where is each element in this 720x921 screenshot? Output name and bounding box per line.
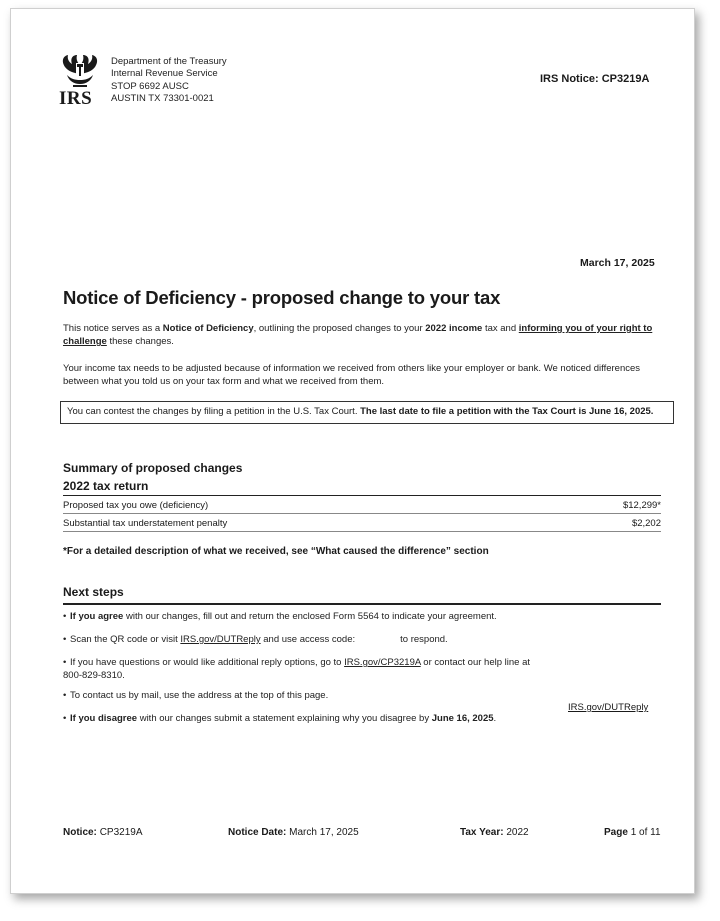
notice-date: March 17, 2025 [580, 257, 655, 269]
footer-value: March 17, 2025 [289, 827, 359, 838]
list-item: • To contact us by mail, use the address at the top of this page. [63, 690, 329, 701]
right-to-challenge-link[interactable]: informing you of your right to challenge [63, 323, 653, 347]
footer-value: 1 of 11 [630, 827, 661, 838]
notice-page [10, 8, 695, 894]
footer-label: Tax Year: [460, 827, 504, 838]
summary-subtitle: 2022 tax return [63, 479, 149, 493]
row-label: Proposed tax you owe (deficiency) [63, 500, 209, 511]
contest-box [60, 401, 674, 424]
dut-reply-link[interactable]: IRS.gov/DUTReply [180, 634, 261, 645]
bullet-text: with our changes submit a statement explaining why you disagree by [137, 713, 432, 724]
address-line: AUSTIN TX 73301-0021 [111, 92, 214, 104]
footer-label: Notice Date: [228, 827, 287, 838]
intro-text: This notice serves as a [63, 323, 163, 334]
summary-note: *For a detailed description of what we received, see “What caused the difference” section [63, 546, 489, 557]
footer-date [228, 827, 359, 838]
footer-label: Notice: [63, 827, 97, 838]
explanation-paragraph: Your income tax needs to be adjusted because of information we received from others like your employer or bank. We noticed differences between what you told us on your tax form and what we received from them. [63, 363, 641, 387]
row-label: Substantial tax understatement penalty [63, 518, 228, 529]
logo-text: IRS [59, 88, 93, 109]
intro-bold: Notice of Deficiency [162, 323, 254, 334]
bullet-text: To contact us by mail, use the address at the top of this page. [70, 690, 329, 701]
footer-tax-year [460, 827, 529, 838]
page-title: Notice of Deficiency - proposed change to your tax [63, 287, 501, 308]
divider [63, 513, 661, 514]
irs-logo [59, 53, 101, 109]
summary-row [63, 518, 661, 529]
list-item: • If you agree with our changes, fill out and return the enclosed Form 5564 to indicate your agreement. [63, 611, 497, 622]
intro-text: tax and [482, 323, 519, 334]
list-item: • If you disagree with our changes submit a statement explaining why you disagree by June 16, 2025. [63, 713, 497, 724]
summary-row [63, 500, 661, 511]
intro-bold: 2022 income [425, 323, 483, 334]
summary-title: Summary of proposed changes [63, 461, 243, 475]
cp3219a-link[interactable]: IRS.gov/CP3219A [344, 657, 421, 668]
list-item: • Scan the QR code or visit IRS.gov/DUTReply and use access code: to respond. [63, 634, 448, 645]
bullet-bold: If you disagree [70, 713, 138, 724]
address-line: Internal Revenue Service [111, 68, 218, 80]
row-value: $2,202 [631, 518, 661, 529]
footer-page [604, 827, 661, 838]
bullet-text: Scan the QR code or visit [70, 634, 181, 645]
footer-value: CP3219A [99, 827, 143, 838]
bullet-text: . [493, 713, 497, 724]
bullet-text: and use access code: [260, 634, 356, 645]
bullet-text: If you have questions or would like additional reply options, go to [70, 657, 345, 668]
address-line: Department of the Treasury [111, 56, 227, 67]
bullet-bold: If you agree [70, 611, 124, 622]
address-line: STOP 6692 AUSC [111, 80, 189, 92]
divider [63, 603, 661, 605]
deadline-text: The last date to file a petition with the Tax Court is June 16, 2025. [360, 406, 654, 417]
bullet-text: with our changes, fill out and return the enclosed Form 5564 to indicate your agreement. [123, 611, 497, 622]
bullet-text: or contact our help line at 800-829-8310. [63, 657, 530, 681]
intro-text: these changes. [106, 336, 174, 347]
sender-address [111, 56, 227, 105]
footer-label: Page [604, 827, 628, 838]
divider [63, 495, 661, 496]
divider [63, 531, 661, 532]
qr-reply-link[interactable]: IRS.gov/DUTReply [568, 702, 649, 713]
footer-value: 2022 [506, 827, 529, 838]
notice-number: IRS Notice: CP3219A [540, 73, 650, 85]
eagle-emblem-icon [59, 53, 101, 89]
next-steps-title: Next steps [63, 585, 124, 599]
footer-notice [63, 827, 143, 838]
contest-text: You can contest the changes by filing a petition in the U.S. Tax Court. [67, 406, 361, 417]
list-item: • If you have questions or would like additional reply options, go to IRS.gov/CP3219A or contact our help line at 800-829-8310. [63, 657, 530, 681]
bullet-bold: June 16, 2025 [431, 713, 494, 724]
row-value: $12,299* [622, 500, 661, 511]
intro-text: , outlining the proposed changes to your [253, 323, 426, 334]
bullet-text: to respond. [400, 634, 448, 645]
intro-paragraph [63, 322, 668, 348]
